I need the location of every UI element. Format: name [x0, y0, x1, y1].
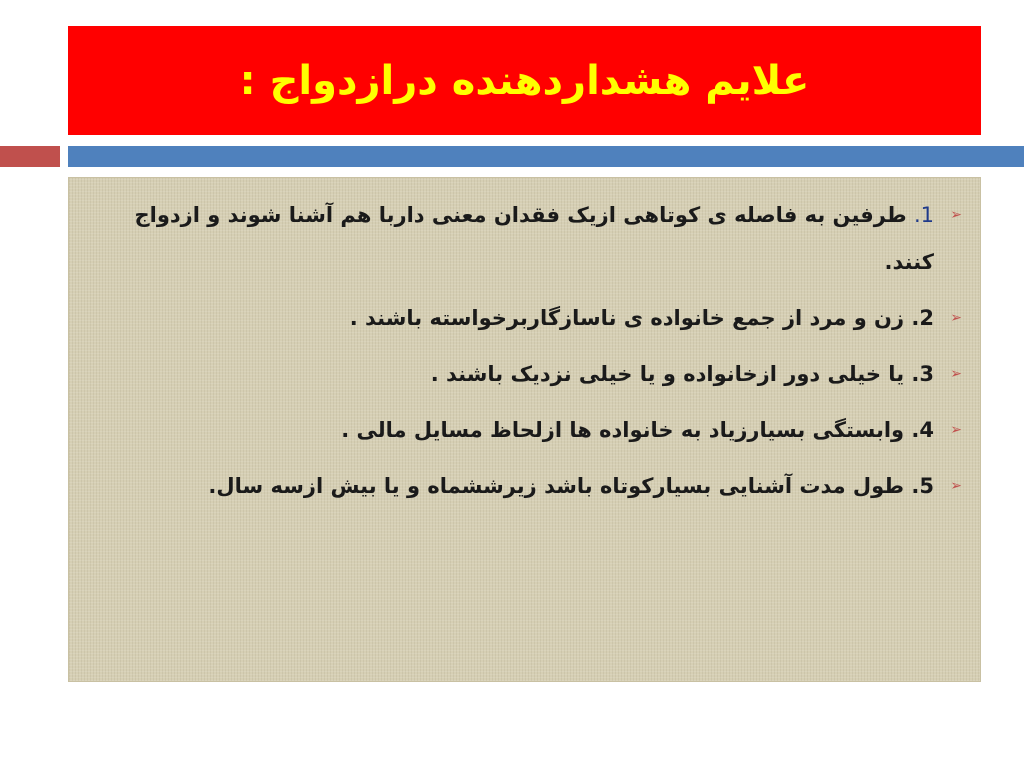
item-text: وابستگی بسیارزیاد به خانواده ها ازلحاظ مسایل مالی . [341, 418, 912, 442]
chevron-arrow-icon: ➢ [950, 422, 962, 438]
item-text: زن و مرد از جمع خانواده ی ناسازگاربرخواسته باشند . [349, 306, 912, 330]
item-text: طول مدت آشنایی بسیارکوتاه باشد زیرششماه و یا بیش ازسه سال. [208, 474, 912, 498]
item-text: طرفین به فاصله ی کوتاهی ازیک فقدان معنی داربا هم آشنا شوند و ازدواج کنند. [134, 203, 934, 274]
bullet-list [69, 178, 980, 510]
content-panel [68, 177, 981, 682]
item-number: 1. [913, 203, 934, 227]
accent-bar-right [68, 146, 1024, 167]
item-number: 3. [911, 362, 934, 386]
chevron-arrow-icon: ➢ [950, 478, 962, 494]
title-bar [68, 26, 981, 135]
item-number: 2. [911, 306, 934, 330]
item-number: 4. [911, 418, 934, 442]
slide-title: علایم هشداردهنده درازدواج : [239, 57, 810, 104]
list-item [129, 192, 962, 286]
list-item [129, 407, 962, 454]
item-number: 5. [911, 474, 934, 498]
chevron-arrow-icon: ➢ [950, 310, 962, 326]
chevron-arrow-icon: ➢ [950, 207, 962, 223]
item-text: یا خیلی دور ازخانواده و یا خیلی نزدیک باشند . [430, 362, 912, 386]
chevron-arrow-icon: ➢ [950, 366, 962, 382]
list-item [129, 463, 962, 510]
list-item [129, 295, 962, 342]
list-item [129, 351, 962, 398]
accent-bar-left [0, 146, 60, 167]
